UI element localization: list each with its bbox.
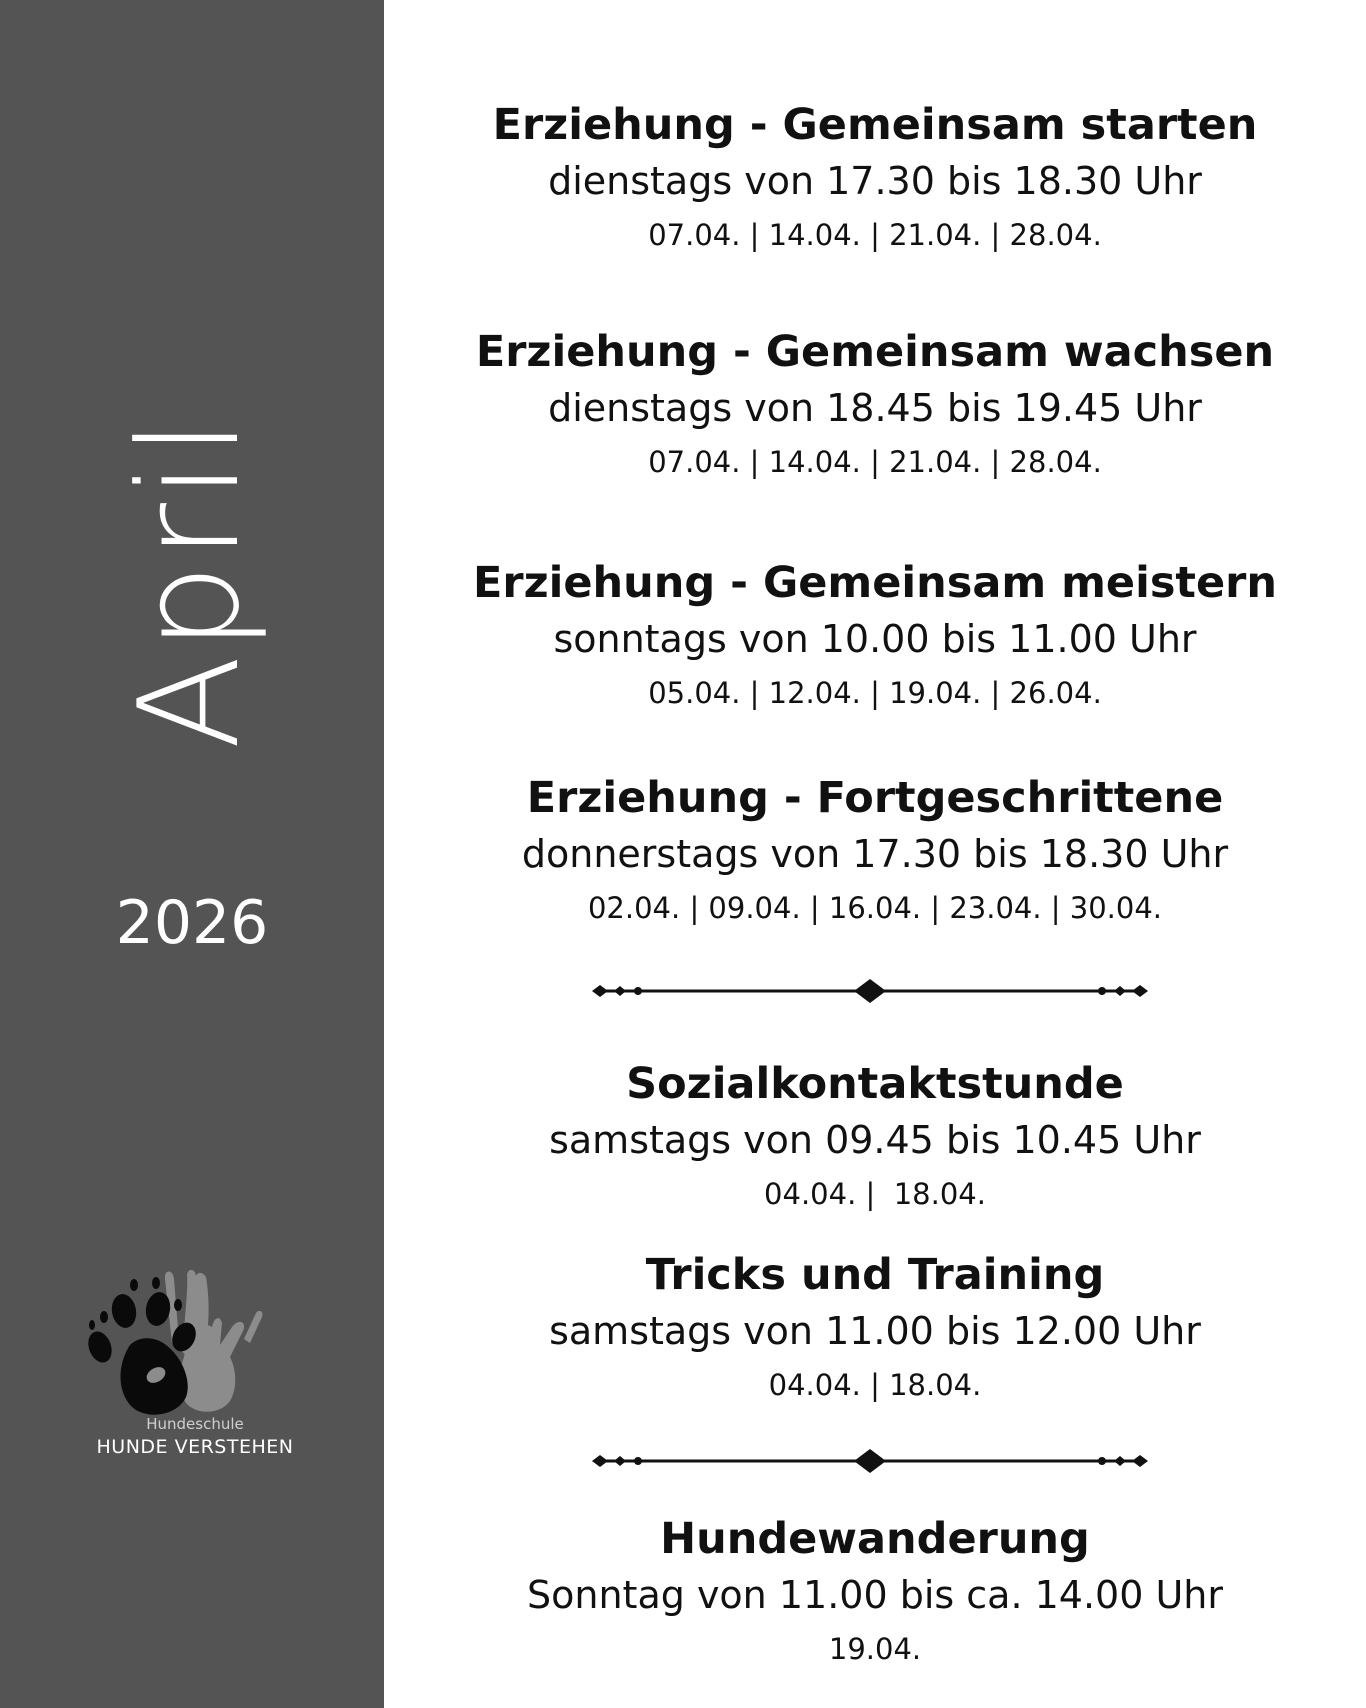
course-time: dienstags von 17.30 bis 18.30 Uhr bbox=[548, 159, 1202, 203]
logo bbox=[60, 1265, 330, 1465]
course-title: Tricks und Training bbox=[645, 1250, 1105, 1300]
course-block bbox=[384, 98, 1366, 260]
year-label: 2026 bbox=[115, 888, 269, 958]
ornament-divider bbox=[592, 1449, 1148, 1473]
course-dates: 07.04. | 14.04. | 21.04. | 28.04. bbox=[648, 445, 1102, 479]
course-dates: 02.04. | 09.04. | 16.04. | 23.04. | 30.04. bbox=[587, 891, 1163, 925]
paw-and-hand-logo-icon bbox=[60, 1265, 330, 1415]
schedule-content bbox=[384, 0, 1366, 1708]
course-dates: 19.04. bbox=[828, 1632, 922, 1666]
course-time: sonntags von 10.00 bis 11.00 Uhr bbox=[553, 617, 1197, 661]
ornament-divider bbox=[592, 979, 1148, 1003]
course-block bbox=[384, 1512, 1366, 1674]
course-time: dienstags von 18.45 bis 19.45 Uhr bbox=[548, 386, 1202, 430]
course-dates: 04.04. | 18.04. bbox=[764, 1177, 986, 1211]
course-block bbox=[384, 325, 1366, 487]
course-time: Sonntag von 11.00 bis ca. 14.00 Uhr bbox=[527, 1573, 1223, 1617]
course-title: Hundewanderung bbox=[660, 1514, 1090, 1564]
course-title: Erziehung - Gemeinsam meistern bbox=[473, 558, 1277, 608]
course-time: donnerstags von 17.30 bis 18.30 Uhr bbox=[521, 832, 1229, 876]
sidebar bbox=[0, 0, 384, 1708]
course-title: Erziehung - Gemeinsam starten bbox=[492, 100, 1258, 150]
course-block bbox=[384, 1057, 1366, 1219]
course-dates: 07.04. | 14.04. | 21.04. | 28.04. bbox=[648, 218, 1102, 252]
course-title: Erziehung - Fortgeschrittene bbox=[526, 773, 1224, 823]
course-block bbox=[384, 556, 1366, 718]
course-title: Sozialkontaktstunde bbox=[626, 1059, 1124, 1109]
course-time: samstags von 11.00 bis 12.00 Uhr bbox=[549, 1309, 1201, 1353]
course-dates: 04.04. | 18.04. bbox=[768, 1368, 982, 1402]
course-time: samstags von 09.45 bis 10.45 Uhr bbox=[549, 1118, 1201, 1162]
month-label: April bbox=[109, 414, 270, 750]
course-block bbox=[384, 771, 1366, 933]
logo-subtitle: Hundeschule bbox=[146, 1415, 244, 1433]
course-block bbox=[384, 1248, 1366, 1410]
logo-name: HUNDE VERSTEHEN bbox=[96, 1436, 294, 1458]
course-dates: 05.04. | 12.04. | 19.04. | 26.04. bbox=[648, 676, 1102, 710]
course-title: Erziehung - Gemeinsam wachsen bbox=[475, 327, 1275, 377]
